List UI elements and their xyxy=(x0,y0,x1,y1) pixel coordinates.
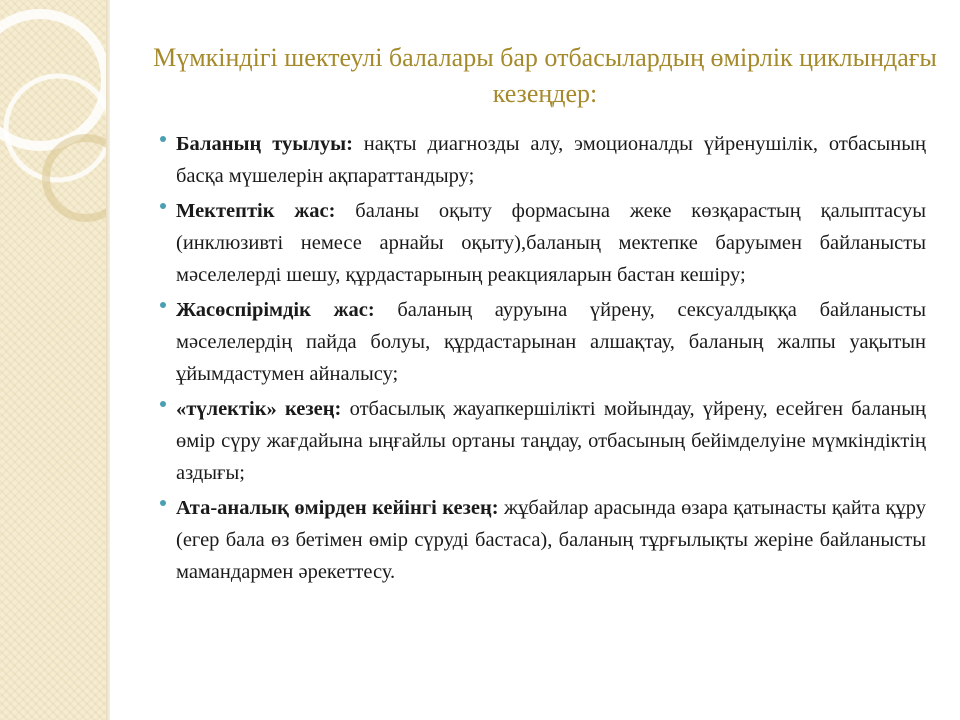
list-item xyxy=(160,294,926,390)
list-item xyxy=(160,393,926,489)
list-item-paragraph xyxy=(176,195,926,291)
list-item-term: Мектептік жас: xyxy=(176,200,336,222)
list-item xyxy=(160,195,926,291)
list-item xyxy=(160,492,926,588)
list-item-paragraph xyxy=(176,294,926,390)
list-item-term: Баланың туылуы: xyxy=(176,133,353,155)
list-item-text: баланың ауруына үйрену, сексуалдыққа байланысты мәселелердің пайда болуы, құрдастарынан алшақтау, баланың жалпы уақытын ұйымдастумен айналысу; xyxy=(176,299,926,385)
list-item-paragraph xyxy=(176,393,926,489)
list-item-term: Ата-аналық өмірден кейінгі кезең: xyxy=(176,497,499,519)
list-item-text: жұбайлар арасында өзара қатынасты қайта құру (егер бала өз бетімен өмір сүруді бастаса), баланың тұрғылықты жеріне байланысты мамандармен әрекеттесу. xyxy=(176,497,926,583)
bullet-icon xyxy=(160,401,166,407)
bullet-list xyxy=(160,128,926,591)
list-item-term: «түлектік» кезең: xyxy=(176,398,342,420)
slide-title: Мүмкіндігі шектеулі балалары бар отбасылардың өмірлік циклындағы кезеңдер: xyxy=(153,43,937,108)
list-item-paragraph xyxy=(176,492,926,588)
list-item-text: нақты диагнозды алу, эмоционалды үйренушілік, отбасының басқа мүшелерін ақпараттандыру; xyxy=(176,133,926,187)
decorative-side-band xyxy=(0,0,106,720)
bullet-icon xyxy=(160,302,166,308)
bullet-icon xyxy=(160,136,166,142)
list-item-text: отбасылық жауапкершілікті мойындау, үйрену, есейген баланың өмір сүру жағдайына ыңғайлы ортаны таңдау, отбасының бейімделуіне мүмкіндіктің аздығы; xyxy=(176,398,927,484)
bullet-icon xyxy=(160,500,166,506)
list-item-term: Жасөспірімдік жас: xyxy=(176,299,375,321)
list-item-text: баланы оқыту формасына жеке көзқарастың қалыптасуы (инклюзивті немесе арнайы оқыту),баланың мектепке баруымен байланысты мәселелерді шешу, құрдастарының реакцияларын бастан кешіру; xyxy=(176,200,926,286)
list-item-paragraph xyxy=(176,128,926,192)
decorative-rings xyxy=(0,0,106,720)
side-divider xyxy=(106,0,110,720)
list-item xyxy=(160,128,926,192)
bullet-icon xyxy=(160,203,166,209)
